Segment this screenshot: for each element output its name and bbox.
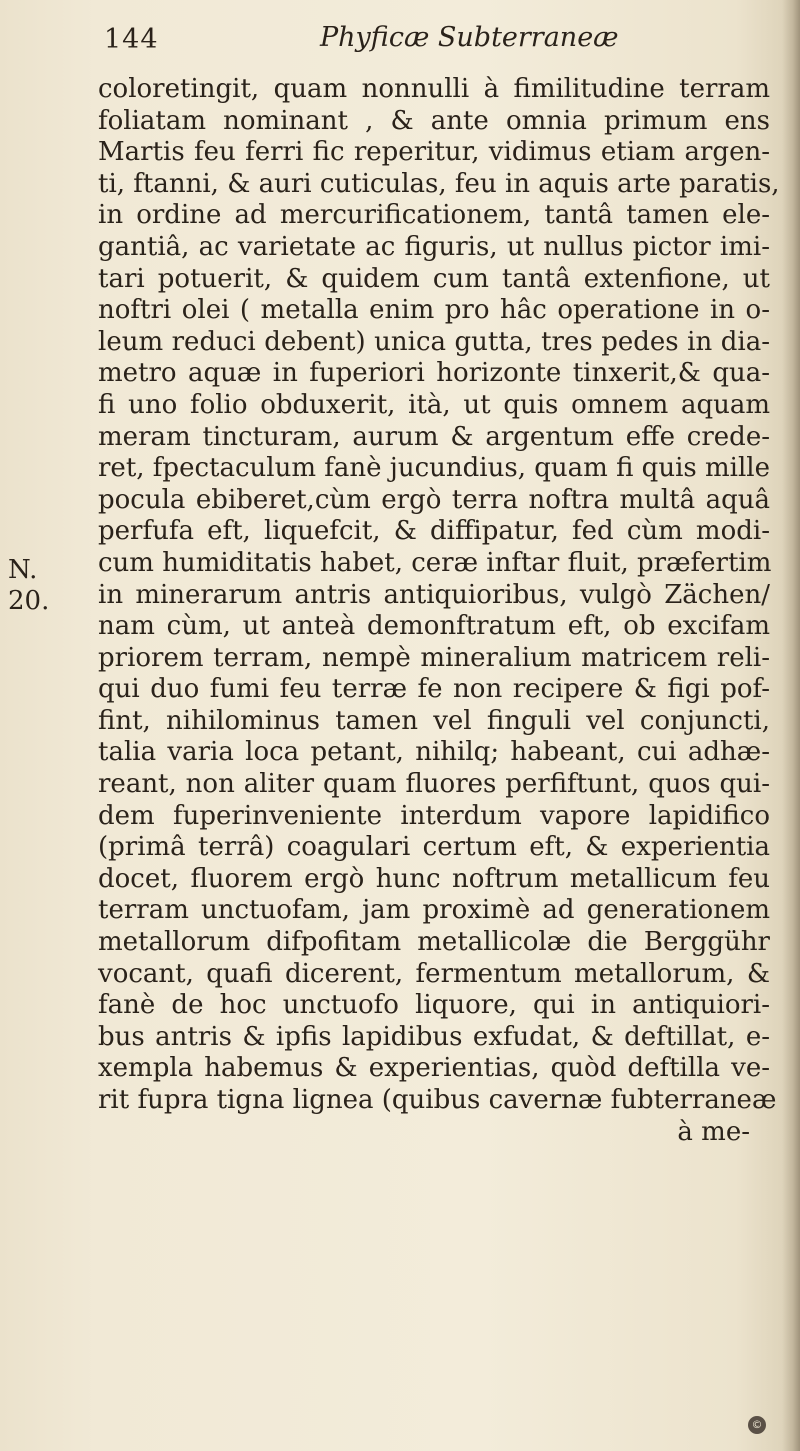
text-line: in ordine ad mercurificationem, tantâ tamen ele- (98, 200, 770, 231)
text-line: docet, fluorem ergò hunc noftrum metallicum feu (98, 863, 770, 894)
margin-note (8, 555, 49, 617)
text-line: fanè de hoc unctuofo liquore, qui in antiquiori- (98, 990, 770, 1021)
text-line: cum humiditatis habet, ceræ inftar fluit, præfertim (98, 547, 772, 578)
text-line: nam cùm, ut anteà demonftratum eft, ob excifam (98, 611, 770, 642)
page-number: 144 (104, 24, 159, 55)
body-text (98, 74, 780, 1148)
text-line: in minerarum antris antiquioribus, vulgò Zächen/ (98, 579, 770, 610)
running-title: Phyficæ Subterraneæ (320, 22, 619, 53)
text-line: metro aquæ in fuperiori horizonte tinxerit,& qua- (98, 358, 770, 389)
text-line: noftri olei ( metalla enim pro hâc operatione in o- (98, 295, 770, 326)
page-edge-shadow (782, 0, 800, 1451)
text-line: rit fupra tigna lignea (quibus cavernæ fubterraneæ (98, 1085, 777, 1115)
text-line: coloretingit, quam nonnulli à fimilitudine terram (98, 74, 770, 104)
catchword: à me- (677, 1116, 750, 1147)
text-line: pocula ebiberet,cùm ergò terra noftra multâ aquâ (98, 484, 770, 515)
text-line: talia varia loca petant, nihilq; habeant, cui adhæ- (98, 737, 770, 768)
text-line: priorem terram, nempè mineralium matricem reli- (98, 642, 770, 673)
copyright-mark-icon: © (748, 1416, 766, 1434)
text-line: metallorum difpofitam metallicolæ die Berggühr (98, 927, 770, 958)
text-line: Martis feu ferri fic reperitur, vidimus etiam argen- (98, 137, 770, 168)
text-line: (primâ terrâ) coagulari certum eft, & experientia (98, 832, 770, 863)
text-line: terram unctuofam, jam proximè ad generationem (98, 895, 770, 926)
text-line: xempla habemus & experientias, quòd deftilla ve- (98, 1053, 770, 1084)
margin-note-line: N. (8, 555, 38, 585)
margin-note-line: 20. (8, 586, 50, 616)
text-line: dem fuperinveniente interdum vapore lapidifico (98, 800, 770, 831)
text-line: meram tincturam, aurum & argentum effe crede- (98, 421, 770, 452)
text-line: vocant, quafi dicerent, fermentum metallorum, & (98, 958, 770, 989)
page-header (90, 22, 770, 62)
text-line: ret, fpectaculum fanè jucundius, quam fi quis mille (98, 453, 770, 484)
text-line: reant, non aliter quam fluores perfiftunt, quos qui- (98, 769, 770, 800)
text-line: qui duo fumi feu terræ fe non recipere & figi pof- (98, 674, 770, 705)
text-line: gantiâ, ac varietate ac figuris, ut nullus pictor imi- (98, 231, 770, 262)
text-line: fint, nihilominus tamen vel finguli vel conjuncti, (98, 705, 770, 736)
text-line: ti, ftanni, & auri cuticulas, feu in aquis arte paratis, (98, 168, 780, 199)
text-line: tari potuerit, & quidem cum tantâ extenfione, ut (98, 263, 770, 294)
text-line: bus antris & ipfis lapidibus exfudat, & deftillat, e- (98, 1021, 770, 1052)
text-line: foliatam nominant , & ante omnia primum ens (98, 105, 770, 136)
text-line: leum reduci debent) unica gutta, tres pedes in dia- (98, 326, 770, 357)
text-line: perfufa eft, liquefcit, & diffipatur, fed cùm modi- (98, 516, 770, 547)
text-line: fi uno folio obduxerit, ità, ut quis omnem aquam (98, 389, 770, 420)
